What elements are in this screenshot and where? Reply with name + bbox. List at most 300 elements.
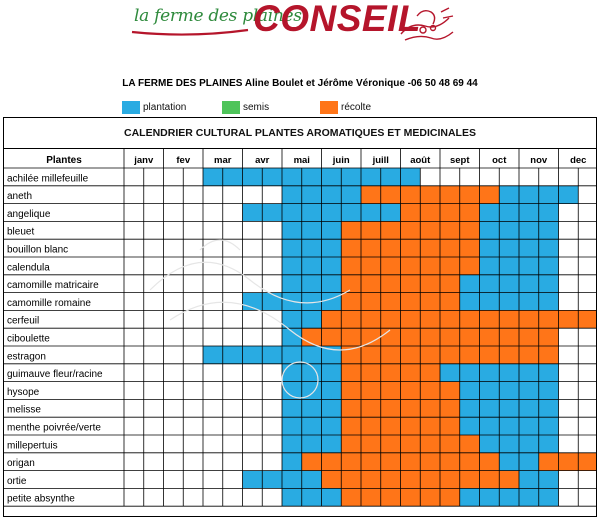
calendar-cell bbox=[499, 417, 519, 435]
calendar-cell bbox=[539, 186, 559, 204]
calendar-cell bbox=[519, 293, 539, 311]
calendar-cell bbox=[282, 168, 302, 186]
calendar-cell bbox=[262, 346, 282, 364]
calendar-cell bbox=[460, 453, 480, 471]
calendar-cell bbox=[361, 364, 381, 382]
calendar-cell bbox=[322, 168, 342, 186]
calendar-cell bbox=[203, 346, 223, 364]
calendar-cell bbox=[262, 293, 282, 311]
calendar-cell bbox=[302, 257, 322, 275]
calendar-cell bbox=[480, 221, 500, 239]
calendar-title: CALENDRIER CULTURAL PLANTES AROMATIQUES ET MEDICINALES bbox=[4, 118, 596, 149]
calendar-cell bbox=[282, 488, 302, 506]
calendar-cell bbox=[499, 293, 519, 311]
calendar-cell bbox=[341, 257, 361, 275]
calendar-cell bbox=[519, 186, 539, 204]
plant-name: menthe poivrée/verte bbox=[7, 422, 101, 434]
calendar-cell bbox=[361, 435, 381, 453]
calendar-cell bbox=[460, 310, 480, 328]
calendar-cell bbox=[519, 328, 539, 346]
legend-swatch-plantation bbox=[122, 101, 140, 114]
calendar-cell bbox=[401, 310, 421, 328]
contact-line: LA FERME DES PLAINES Aline Boulet et Jérôme Véronique -06 50 48 69 44 bbox=[122, 78, 478, 89]
plant-name: estragon bbox=[7, 351, 46, 363]
calendar-cell bbox=[499, 204, 519, 222]
calendar-cell bbox=[401, 453, 421, 471]
calendar-cell bbox=[460, 382, 480, 400]
calendar-cell bbox=[460, 488, 480, 506]
calendar-cell bbox=[341, 346, 361, 364]
plant-name: calendula bbox=[7, 262, 50, 274]
calendar-cell bbox=[361, 239, 381, 257]
calendar-cell bbox=[243, 168, 263, 186]
calendar-cell bbox=[499, 328, 519, 346]
calendar-cell bbox=[519, 310, 539, 328]
calendar-cell bbox=[499, 488, 519, 506]
calendar-cell bbox=[440, 364, 460, 382]
calendar-cell bbox=[578, 453, 596, 471]
calendar-cell bbox=[401, 488, 421, 506]
plant-name: angelique bbox=[7, 208, 51, 220]
calendar-cell bbox=[262, 168, 282, 186]
calendar-cell bbox=[302, 221, 322, 239]
calendar-cell bbox=[401, 382, 421, 400]
calendar-cell bbox=[401, 328, 421, 346]
calendar-cell bbox=[282, 346, 302, 364]
calendar-cell bbox=[460, 239, 480, 257]
calendar-cell bbox=[223, 168, 243, 186]
calendar-cell bbox=[499, 257, 519, 275]
calendar-cell bbox=[203, 168, 223, 186]
calendar-cell bbox=[341, 471, 361, 489]
hands-holding-seeds-icon bbox=[397, 4, 457, 48]
calendar-cell bbox=[282, 399, 302, 417]
calendar-cell bbox=[381, 257, 401, 275]
calendar-cell bbox=[499, 346, 519, 364]
legend-label-recolte: récolte bbox=[341, 102, 372, 113]
legend-label-semis: semis bbox=[243, 102, 270, 113]
month-header-7: août bbox=[410, 155, 431, 166]
calendar-cell bbox=[302, 204, 322, 222]
calendar-cell bbox=[499, 382, 519, 400]
calendar-cell bbox=[539, 257, 559, 275]
calendar-cell bbox=[243, 346, 263, 364]
calendar-cell bbox=[381, 346, 401, 364]
calendar-cell bbox=[341, 488, 361, 506]
calendar-cell bbox=[480, 328, 500, 346]
calendar-cell bbox=[539, 221, 559, 239]
calendar-cell bbox=[322, 346, 342, 364]
calendar-cell bbox=[381, 293, 401, 311]
calendar-cell bbox=[440, 488, 460, 506]
calendar-cell bbox=[420, 310, 440, 328]
calendar-cell bbox=[420, 221, 440, 239]
calendar-cell bbox=[420, 328, 440, 346]
calendar-cell bbox=[420, 257, 440, 275]
calendar-cell bbox=[440, 310, 460, 328]
calendar-cell bbox=[282, 186, 302, 204]
calendar-cell bbox=[420, 364, 440, 382]
calendar-cell bbox=[381, 275, 401, 293]
calendar-cell bbox=[480, 382, 500, 400]
calendar-cell bbox=[539, 417, 559, 435]
calendar-cell bbox=[519, 453, 539, 471]
calendar-cell bbox=[361, 471, 381, 489]
calendar-cell bbox=[519, 399, 539, 417]
calendar-cell bbox=[302, 346, 322, 364]
calendar-cell bbox=[460, 399, 480, 417]
calendar-cell bbox=[499, 221, 519, 239]
legend bbox=[0, 100, 600, 116]
calendar-cell bbox=[460, 471, 480, 489]
calendar-cell bbox=[322, 328, 342, 346]
calendar-cell bbox=[322, 310, 342, 328]
calendar-cell bbox=[381, 221, 401, 239]
calendar-cell bbox=[460, 364, 480, 382]
calendar-cell bbox=[282, 328, 302, 346]
calendar-cell bbox=[519, 239, 539, 257]
calendar-cell bbox=[420, 293, 440, 311]
plant-name: melisse bbox=[7, 404, 41, 416]
calendar-cell bbox=[539, 488, 559, 506]
month-header-11: dec bbox=[570, 155, 587, 166]
calendar-cell bbox=[499, 310, 519, 328]
month-header-6: juill bbox=[372, 155, 389, 166]
calendar-cell bbox=[519, 382, 539, 400]
calendar-cell bbox=[480, 204, 500, 222]
calendar-cell bbox=[440, 275, 460, 293]
calendar-cell bbox=[460, 435, 480, 453]
plant-name: bouillon blanc bbox=[7, 244, 69, 256]
legend-label-plantation: plantation bbox=[143, 102, 187, 113]
calendar-cell bbox=[282, 471, 302, 489]
calendar-cell bbox=[420, 204, 440, 222]
calendar-cell bbox=[302, 293, 322, 311]
calendar-cell bbox=[381, 417, 401, 435]
calendar-cell bbox=[519, 488, 539, 506]
calendar-cell bbox=[480, 417, 500, 435]
logo-tagline: la ferme des plaines bbox=[134, 6, 302, 26]
calendar-cell bbox=[420, 346, 440, 364]
plant-name: camomille romaine bbox=[7, 297, 91, 309]
calendar-cell bbox=[401, 435, 421, 453]
calendar-cell bbox=[401, 204, 421, 222]
calendar-cell bbox=[361, 204, 381, 222]
calendar-cell bbox=[282, 221, 302, 239]
calendar-cell bbox=[519, 471, 539, 489]
calendar-cell bbox=[460, 221, 480, 239]
calendar-cell bbox=[243, 293, 263, 311]
swoosh-decoration bbox=[130, 26, 250, 38]
calendar-cell bbox=[381, 310, 401, 328]
calendar-cell bbox=[223, 346, 243, 364]
calendar-cell bbox=[539, 399, 559, 417]
calendar-cell bbox=[440, 382, 460, 400]
calendar-cell bbox=[539, 453, 559, 471]
calendar-cell bbox=[262, 471, 282, 489]
calendar-cell bbox=[420, 471, 440, 489]
calendar-cell bbox=[460, 186, 480, 204]
calendar-cell bbox=[420, 239, 440, 257]
calendar-cell bbox=[460, 328, 480, 346]
calendar-cell bbox=[480, 435, 500, 453]
calendar-cell bbox=[420, 453, 440, 471]
month-header-10: nov bbox=[530, 155, 548, 166]
calendar-cell bbox=[519, 221, 539, 239]
calendar-cell bbox=[341, 186, 361, 204]
calendar-cell bbox=[341, 310, 361, 328]
calendar-cell bbox=[440, 417, 460, 435]
calendar-cell bbox=[282, 382, 302, 400]
calendar-cell bbox=[361, 221, 381, 239]
calendar-cell bbox=[519, 257, 539, 275]
calendar-cell bbox=[322, 488, 342, 506]
calendar-cell bbox=[341, 435, 361, 453]
calendar-cell bbox=[539, 346, 559, 364]
calendar-cell bbox=[440, 435, 460, 453]
calendar-cell bbox=[440, 346, 460, 364]
calendar-cell bbox=[341, 275, 361, 293]
calendar-cell bbox=[361, 293, 381, 311]
calendar-cell bbox=[440, 471, 460, 489]
calendar-cell bbox=[420, 435, 440, 453]
calendar-cell bbox=[440, 453, 460, 471]
calendar-cell bbox=[539, 310, 559, 328]
calendar-cell bbox=[440, 186, 460, 204]
calendar-cell bbox=[322, 239, 342, 257]
calendar-cell bbox=[401, 275, 421, 293]
calendar-cell bbox=[381, 453, 401, 471]
month-header-8: sept bbox=[449, 155, 470, 166]
calendar-grid bbox=[4, 149, 596, 517]
calendar-cell bbox=[361, 346, 381, 364]
calendar-cell bbox=[262, 204, 282, 222]
calendar-cell bbox=[341, 168, 361, 186]
calendar-cell bbox=[322, 417, 342, 435]
calendar-cell bbox=[361, 257, 381, 275]
calendar-cell bbox=[480, 257, 500, 275]
calendar-cell bbox=[499, 239, 519, 257]
calendar-cell bbox=[440, 239, 460, 257]
calendar-cell bbox=[282, 293, 302, 311]
calendar-cell bbox=[361, 417, 381, 435]
calendar-cell bbox=[282, 275, 302, 293]
calendar-cell bbox=[361, 382, 381, 400]
month-header-5: juin bbox=[332, 155, 350, 166]
calendar-cell bbox=[302, 417, 322, 435]
calendar-cell bbox=[322, 186, 342, 204]
calendar-cell bbox=[440, 328, 460, 346]
calendar-cell bbox=[480, 239, 500, 257]
calendar-cell bbox=[499, 399, 519, 417]
calendar-cell bbox=[460, 275, 480, 293]
calendar-cell bbox=[381, 239, 401, 257]
calendar-cell bbox=[401, 399, 421, 417]
plant-name: origan bbox=[7, 458, 35, 470]
calendar-cell bbox=[559, 453, 579, 471]
calendar-cell bbox=[302, 488, 322, 506]
calendar-cell bbox=[282, 417, 302, 435]
calendar-cell bbox=[302, 310, 322, 328]
calendar-cell bbox=[341, 417, 361, 435]
calendar-cell bbox=[519, 275, 539, 293]
calendar-cell bbox=[559, 186, 579, 204]
calendar-cell bbox=[282, 204, 302, 222]
logo-brand: CONSEIL bbox=[253, 0, 421, 39]
plant-name: ortie bbox=[7, 475, 27, 487]
calendar-cell bbox=[519, 346, 539, 364]
calendar-cell bbox=[322, 221, 342, 239]
calendar-cell bbox=[361, 399, 381, 417]
calendar-cell bbox=[302, 239, 322, 257]
calendar-cell bbox=[282, 239, 302, 257]
calendar-cell bbox=[282, 310, 302, 328]
calendar-cell bbox=[539, 275, 559, 293]
calendar-cell bbox=[401, 364, 421, 382]
calendar-cell bbox=[480, 453, 500, 471]
calendar-cell bbox=[519, 364, 539, 382]
calendar-cell bbox=[322, 275, 342, 293]
calendar-cell bbox=[341, 204, 361, 222]
calendar-cell bbox=[460, 417, 480, 435]
calendar-cell bbox=[302, 399, 322, 417]
calendar-cell bbox=[420, 417, 440, 435]
calendar-cell bbox=[341, 328, 361, 346]
calendar-cell bbox=[499, 186, 519, 204]
calendar-cell bbox=[322, 471, 342, 489]
month-header-1: fev bbox=[176, 155, 191, 166]
calendar-cell bbox=[480, 275, 500, 293]
calendar-cell bbox=[302, 471, 322, 489]
calendar-cell bbox=[420, 488, 440, 506]
calendar-cell bbox=[361, 328, 381, 346]
calendar-cell bbox=[539, 471, 559, 489]
calendar-cell bbox=[361, 186, 381, 204]
plant-name: millepertuis bbox=[7, 440, 58, 452]
calendar-cell bbox=[341, 221, 361, 239]
calendar-cell bbox=[361, 488, 381, 506]
calendar-cell bbox=[460, 293, 480, 311]
month-header-2: mar bbox=[214, 155, 232, 166]
calendar-cell bbox=[243, 471, 263, 489]
calendar-cell bbox=[322, 204, 342, 222]
calendar-cell bbox=[539, 328, 559, 346]
calendar-cell bbox=[559, 310, 579, 328]
calendar-cell bbox=[302, 328, 322, 346]
calendar-cell bbox=[440, 257, 460, 275]
calendar-cell bbox=[341, 382, 361, 400]
calendar-cell bbox=[381, 364, 401, 382]
calendar-cell bbox=[539, 364, 559, 382]
calendar-cell bbox=[282, 364, 302, 382]
calendar-cell bbox=[480, 310, 500, 328]
calendar-cell bbox=[302, 382, 322, 400]
calendar-cell bbox=[420, 382, 440, 400]
calendar-cell bbox=[401, 417, 421, 435]
calendar-cell bbox=[302, 168, 322, 186]
calendar-cell bbox=[322, 382, 342, 400]
calendar-cell bbox=[341, 364, 361, 382]
calendar-cell bbox=[420, 275, 440, 293]
calendar-cell bbox=[322, 364, 342, 382]
month-header-3: avr bbox=[255, 155, 270, 166]
calendar-cell bbox=[519, 417, 539, 435]
calendar-cell bbox=[322, 399, 342, 417]
calendar-cell bbox=[499, 364, 519, 382]
calendar-cell bbox=[401, 186, 421, 204]
calendar-cell bbox=[440, 293, 460, 311]
calendar-cell bbox=[420, 399, 440, 417]
calendar-cell bbox=[539, 204, 559, 222]
calendar-cell bbox=[401, 221, 421, 239]
calendar-cell bbox=[341, 453, 361, 471]
plant-name: cerfeuil bbox=[7, 315, 40, 327]
calendar-cell bbox=[302, 453, 322, 471]
calendar-cell bbox=[381, 328, 401, 346]
calendar-cell bbox=[440, 204, 460, 222]
calendar-cell bbox=[401, 168, 421, 186]
plant-name: hysope bbox=[7, 386, 40, 398]
calendar-cell bbox=[381, 382, 401, 400]
month-header-9: oct bbox=[492, 155, 507, 166]
plants-header: Plantes bbox=[46, 155, 82, 166]
calendar-cell bbox=[401, 239, 421, 257]
calendar-cell bbox=[381, 186, 401, 204]
calendar-cell bbox=[480, 471, 500, 489]
plant-name: achilée millefeuille bbox=[7, 173, 89, 185]
calendar-cell bbox=[420, 186, 440, 204]
calendar-cell bbox=[440, 399, 460, 417]
calendar-cell bbox=[460, 346, 480, 364]
calendar-cell bbox=[282, 453, 302, 471]
calendar-cell bbox=[480, 186, 500, 204]
month-header-4: mai bbox=[293, 155, 310, 166]
calendar-cell bbox=[499, 453, 519, 471]
calendar-cell bbox=[322, 435, 342, 453]
calendar-cell bbox=[341, 239, 361, 257]
calendar-cell bbox=[381, 435, 401, 453]
logo-banner bbox=[0, 0, 600, 56]
calendar-cell bbox=[539, 239, 559, 257]
plant-name: bleuet bbox=[7, 226, 35, 238]
calendar-cell bbox=[361, 310, 381, 328]
plant-name: petite absynthe bbox=[7, 493, 75, 505]
calendar-cell bbox=[460, 257, 480, 275]
calendar-cell bbox=[243, 204, 263, 222]
calendar-cell bbox=[499, 275, 519, 293]
plant-name: guimauve fleur/racine bbox=[7, 369, 103, 381]
calendar-cell bbox=[480, 399, 500, 417]
calendar-cell bbox=[401, 293, 421, 311]
calendar-cell bbox=[341, 399, 361, 417]
calendar-cell bbox=[381, 204, 401, 222]
calendar-cell bbox=[578, 310, 596, 328]
calendar-cell bbox=[361, 168, 381, 186]
crop-calendar bbox=[3, 117, 597, 517]
calendar-cell bbox=[381, 488, 401, 506]
calendar-cell bbox=[480, 488, 500, 506]
calendar-cell bbox=[341, 293, 361, 311]
calendar-cell bbox=[302, 275, 322, 293]
calendar-cell bbox=[381, 471, 401, 489]
calendar-cell bbox=[322, 453, 342, 471]
calendar-cell bbox=[401, 346, 421, 364]
month-header-0: janv bbox=[134, 155, 154, 166]
calendar-cell bbox=[361, 275, 381, 293]
calendar-cell bbox=[480, 346, 500, 364]
calendar-cell bbox=[539, 435, 559, 453]
calendar-cell bbox=[401, 471, 421, 489]
